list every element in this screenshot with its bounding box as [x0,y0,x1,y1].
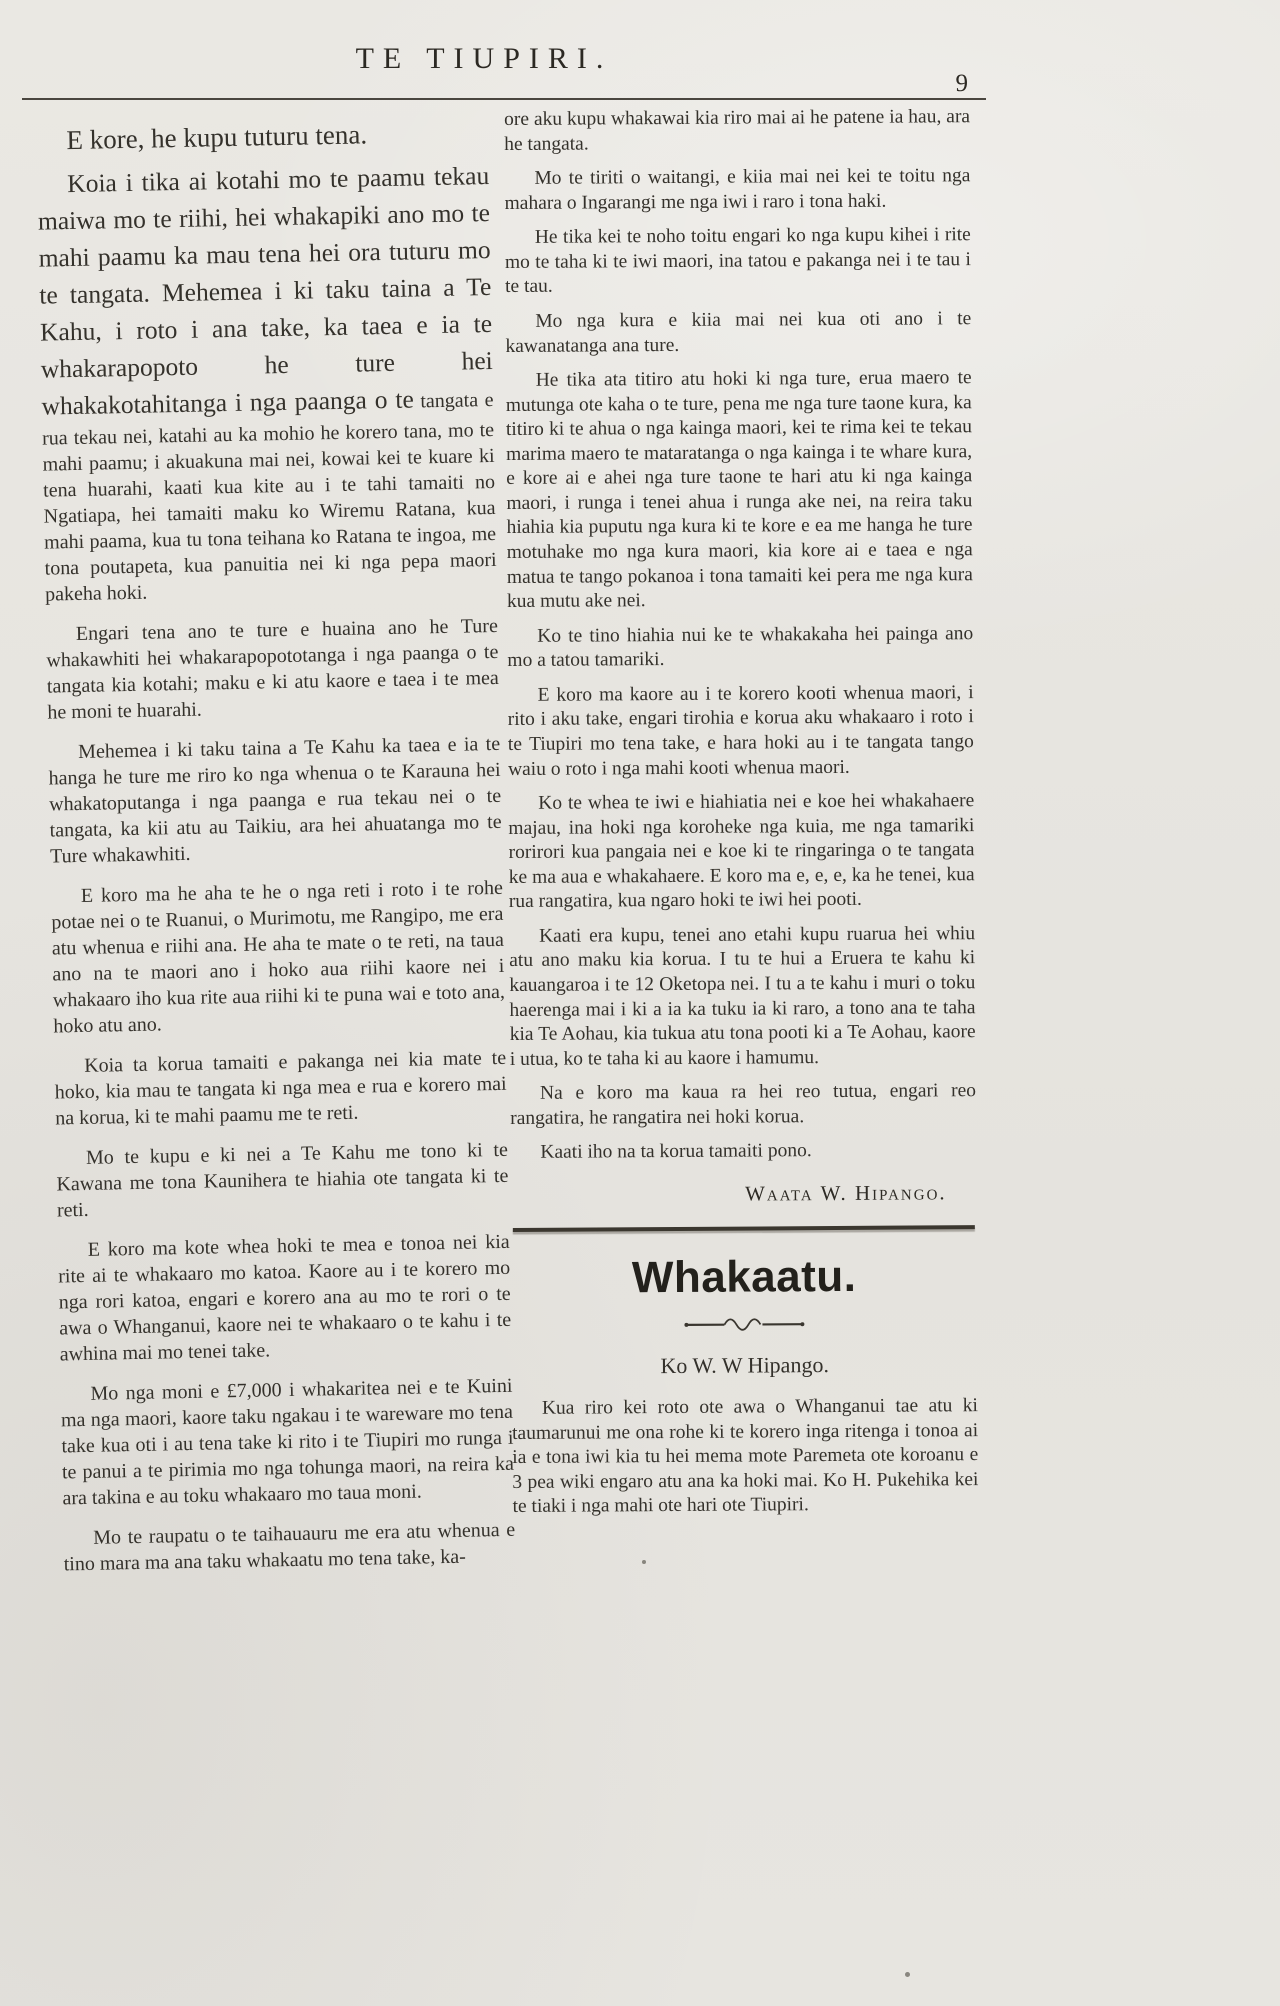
paragraph: Koia ta korua tamaiti e pakanga nei kia mate te hoko, kia mau te tangata ki nga mea e rua e korero mai na korua, ki te mahi paamu me te reti. [54,1047,507,1130]
ink-speck [642,1560,646,1564]
paragraph: Kua riro kei roto ote awa o Whanganui tae atu ki taumarunui me ona rohe ki te korero inga ritenga i tonoa ai ia e tona iwi kia tu hei mema mote Paremeta ote koroanu e 3 pea wiki engaro atu ana ka hoki mai. Ko H. Pukehika kei te tiaki i nga mahi ote hari ote Tiupiri. [512,1395,979,1518]
paragraph: Ko te tino hiahia nui ke te whakakaha hei painga ano mo a tatou tamariki. [507,622,974,672]
paragraph: E kore, he kupu tuturu tena. [66,119,368,156]
letter-signature: Waata W. Hipango. [744,1180,947,1206]
section-heading: Whakaatu. [631,1252,857,1303]
paragraph: E koro ma he aha te he o nga reti i roto i te rohe potae nei o te Ruanui, o Murimotu, me Rangipo, me era atu whenua e riihi ana. He aha te mate o te reti, na taua ano na te maori ano i hoko aua riihi kaore nei i whakaaro iho kua rite aua riihi ki te puna wai e toto ana, hoko atu ano. [51,877,506,1038]
paragraph: Mo te tiriti o waitangi, e kiia mai nei kei te toitu nga mahara o Ingarangi me nga iwi i raro i tona haki. [504,165,971,214]
paragraph: He tika ata titiro atu hoki ki nga ture, erua maero te mutunga ote kaha o te ture, pena me nga ture taone kura, ka titiro ki te ahua o nga kainga maori, kei te rima kei te tekau marima maero te mataratanga o nga kainga i te whare kura, e kore ai e ahei nga ture taone te hari atu ki nga kainga maori, i runga i tenei ahua i runga ake nei, na reira taku hiahia kia puputu nga kura ki te kore e ea me hanga he ture motuhake mo nga kura maori, kia kore ai e taea e nga matua te tango pokanoa i tona tamaiti kei pera me nga kura kua mutu ake nei. [505,367,973,613]
paragraph: Mo nga moni e £7,000 i whakaritea nei e te Kuini ma nga maori, kaore taku ngakau i te wareware mo tena take kua oti i au tena take ki rito i te Tiupiri mo runga i te panui a te pirimia mo nga tohunga maori, na reira ka ara takina e au toku whakaaro mo taua moni. [60,1374,515,1510]
paragraph: Mo te raupatu o te taihauauru me era atu whenua e tino mara ma ana taku whakaatu mo tena take, ka- [63,1518,516,1576]
paragraph: Mehemea i ki taku taina a Te Kahu ka taea e ia te hanga he ture me riro ko nga whenua o te Karauna hei whakatoputanga i nga paanga e rua tekau nei o te tangata, ka kii atu au Taikiu, ara hei ahuatanga mo te Ture whakawhiti. [48,733,502,868]
left-column [36,114,516,1592]
paragraph: Kaati iho na ta korua tamaiti pono. [540,1140,812,1164]
section-byline: Ko W. W Hipango. [660,1352,829,1379]
paragraph: He tika kei te noho toitu engari ko nga kupu kihei i rite mo te taha ki te iwi maori, ina tatou e pakanga nei i te tau i te tau. [504,224,971,298]
ink-speck [905,1972,910,1977]
paragraph: ore aku kupu whakawai kia riro mai ai he patene ia hau, ara he tangata. [504,106,971,155]
paragraph: Mo te kupu e ki nei a Te Kahu me tono ki te Kawana me tona Kaunihera te hiahia ote tangata ki te reti. [56,1139,509,1222]
paragraph [37,158,497,607]
paragraph: Kaati era kupu, tenei ano etahi kupu ruarua hei whiu atu ano maku kia korua. I tu te hui a Eruera te kahu ki kauangaroa i te 12 Oketopa nei. I tu a te kahu i muri o toku haerenga mai i ki a ia ka tuku ia ki raro, a tono ana te taha kia Te Aohau, kia tukua atu tona pooti ki a Te Aohau, kaore i utua, ko te taha ki au kaore i hamumu. [509,923,976,1070]
paragraph-small-text: tangata e rua tekau nei, katahi au ka mohio he korero tana, mo te mahi paamu; i akuakuna mai nei, kowai kei te kuare ki tena huarahi, kaati kua kite au i te tahi tamaiti no Ngatiapa, hei tamaiti maku ko Wiremu Ratana, kua mahi paama, kua tu tona teihana ko Ratana te ingoa, me tona poutapeta, kua panuitia nei ki nga pepa maori pakeha hoki. [41,389,497,606]
paragraph: Engari tena ano te ture e huaina ano he Ture whakawhiti hei whakarapopototanga i nga paanga o te tangata kia kotahi; maku e ki atu kaore e taea i te mea he moni te huarahi. [46,615,500,724]
printer-flourish-icon [511,1316,977,1340]
paragraph-large-text: Koia i tika ai kotahi mo te paamu tekau maiwa mo te riihi, hei whakapiki ano mo te mahi paamu ka mau tena hei ora tuturu mo te tangata. Mehemea i ki taku taina a Te Kahu, i roto i ana take, ka taea e ia te whakarapopoto he ture hei whakakotahitanga i nga paanga o te [37,161,494,421]
printer-flourish-icon-svg [684,1317,804,1334]
newspaper-title: TE TIUPIRI. [355,42,613,75]
right-column [504,105,979,1530]
paragraph: Ko te whea te iwi e hiahiatia nei e koe hei whakahaere majau, ina hoki nga koroheke nga kuia, me nga tamariki rorirori kua pangaia nei e koe ki te ringaringa o te tangata ke ma aua e whakahaere. E koro ma e, e, e, ka he tenei, kua rua rangatira, kua ngaro hoki te iwi hei pooti. [508,790,975,913]
paragraph: E koro ma kote whea hoki te mea e tonoa nei kia rite ai te whakaaro mo katoa. Kaore au i te korero mo nga rori katoa, engari e korero ana au mo te rori o te awa o Whanganui, kaore nei te whakaaro o te kahu i te awhina mai mo tenei take. [58,1231,512,1366]
page-number: 9 [955,70,968,97]
paragraph: Na e koro ma kaua ra hei reo tutua, engari reo rangatira, he rangatira nei hoki korua. [510,1080,977,1129]
paragraph: E koro ma kaore au i te korero kooti whenua maori, i rito i aku take, engari tirohia e korua aku whakaaro i roto i te Tiupiri mo tena take, e hara hoki au i te tangata tango waiu o roto i nga mahi kooti whenua maori. [507,681,974,780]
printed-area [0,10,1000,1576]
section-divider-rule [513,1226,975,1233]
paragraph: Mo nga kura e kiia mai nei kua oti ano i te kawanatanga ana ture. [505,308,972,357]
masthead [22,10,986,100]
